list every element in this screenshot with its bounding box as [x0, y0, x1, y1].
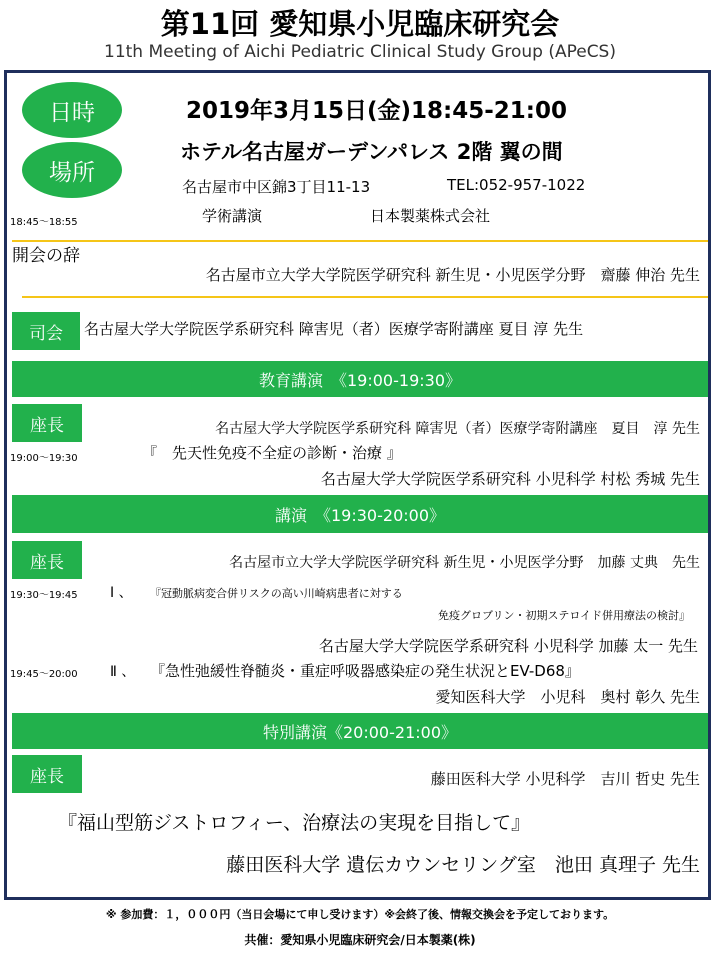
lecture-2-number: Ⅱ 、 [110, 664, 136, 680]
education-section-bar: 教育講演 《19:00-19:30》 [12, 361, 708, 397]
lecture-1-time: 19:30～19:45 [10, 590, 78, 601]
fee-note: ※ 参加費：１，０００円（当日会場にて申し受けます）※会終了後、情報交換会を予定しております。 [105, 908, 615, 921]
opening-speaker: 名古屋市立大学大学院医学研究科 新生児・小児医学分野 齋藤 伸治 先生 [205, 266, 700, 284]
special-chair: 藤田医科大学 小児科学 吉川 哲史 先生 [430, 770, 700, 788]
venue-address: 名古屋市中区錦3丁目11-13 [182, 178, 371, 196]
lecture-2-speaker: 愛知医科大学 小児科 奥村 彰久 先生 [435, 688, 700, 706]
sponsor-name: 日本製薬株式会社 [370, 207, 491, 225]
event-venue: ホテル名古屋ガーデンパレス 2階 翼の間 [180, 140, 563, 164]
education-time: 19:00～19:30 [10, 453, 78, 464]
lecture-section-bar: 講演 《19:30-20:00》 [12, 495, 708, 533]
lecture-1-topic: 『冠動脈病変合併リスクの高い川崎病患者に対する [150, 587, 403, 600]
date-label-oval: 日時 [22, 82, 122, 138]
education-chair-tag: 座長 [12, 404, 82, 442]
moderator-tag: 司会 [12, 312, 80, 350]
lecture-1-topic: 免疫グロブリン・初期ステロイド併用療法の検討』 [437, 609, 690, 622]
lecture-1-number: Ⅰ 、 [110, 585, 133, 601]
venue-tel: TEL:052-957-1022 [447, 176, 586, 194]
divider-rule [12, 240, 708, 242]
special-section-bar: 特別講演《20:00-21:00》 [12, 713, 708, 749]
page-title: 第11回 愛知県小児臨床研究会 [160, 7, 560, 41]
lecture-chair: 名古屋市立大学大学院医学研究科 新生児・小児医学分野 加藤 丈典 先生 [229, 555, 700, 571]
special-speaker: 藤田医科大学 遺伝カウンセリング室 池田 真理子 先生 [226, 854, 700, 876]
special-topic: 『福山型筋ジストロフィー、治療法の実現を目指して』 [58, 812, 531, 834]
lecture-type: 学術講演 [202, 207, 263, 225]
event-date: 2019年3月15日(金)18:45-21:00 [186, 98, 568, 124]
education-chair: 名古屋大学大学院医学系研究科 障害児（者）医療学寄附講座 夏目 淳 先生 [215, 421, 700, 437]
lecture-2-time: 19:45～20:00 [10, 669, 78, 680]
lecture-2-topic: 『急性弛緩性脊髄炎・重症呼吸器感染症の発生状況とEV-D68』 [150, 662, 580, 680]
lecture-1-speaker: 名古屋大学大学院医学系研究科 小児科学 加藤 太一 先生 [318, 637, 698, 655]
opening-time: 18:45～18:55 [10, 217, 78, 228]
education-speaker: 名古屋大学大学院医学系研究科 小児科学 村松 秀城 先生 [320, 470, 700, 488]
special-chair-tag: 座長 [12, 755, 82, 793]
moderator-name: 名古屋大学大学院医学系研究科 障害児（者）医療学寄附講座 夏目 淳 先生 [84, 320, 584, 338]
education-topic: 『 先天性免疫不全症の診断・治療 』 [142, 444, 402, 462]
venue-label-oval: 場所 [22, 142, 122, 198]
opening-label: 開会の辞 [12, 246, 80, 266]
page-subtitle: 11th Meeting of Aichi Pediatric Clinical Study Group (APeCS) [104, 42, 616, 62]
cohost-note: 共催：愛知県小児臨床研究会/日本製薬(株) [244, 933, 476, 947]
lecture-chair-tag: 座長 [12, 541, 82, 579]
divider-rule [22, 296, 708, 298]
